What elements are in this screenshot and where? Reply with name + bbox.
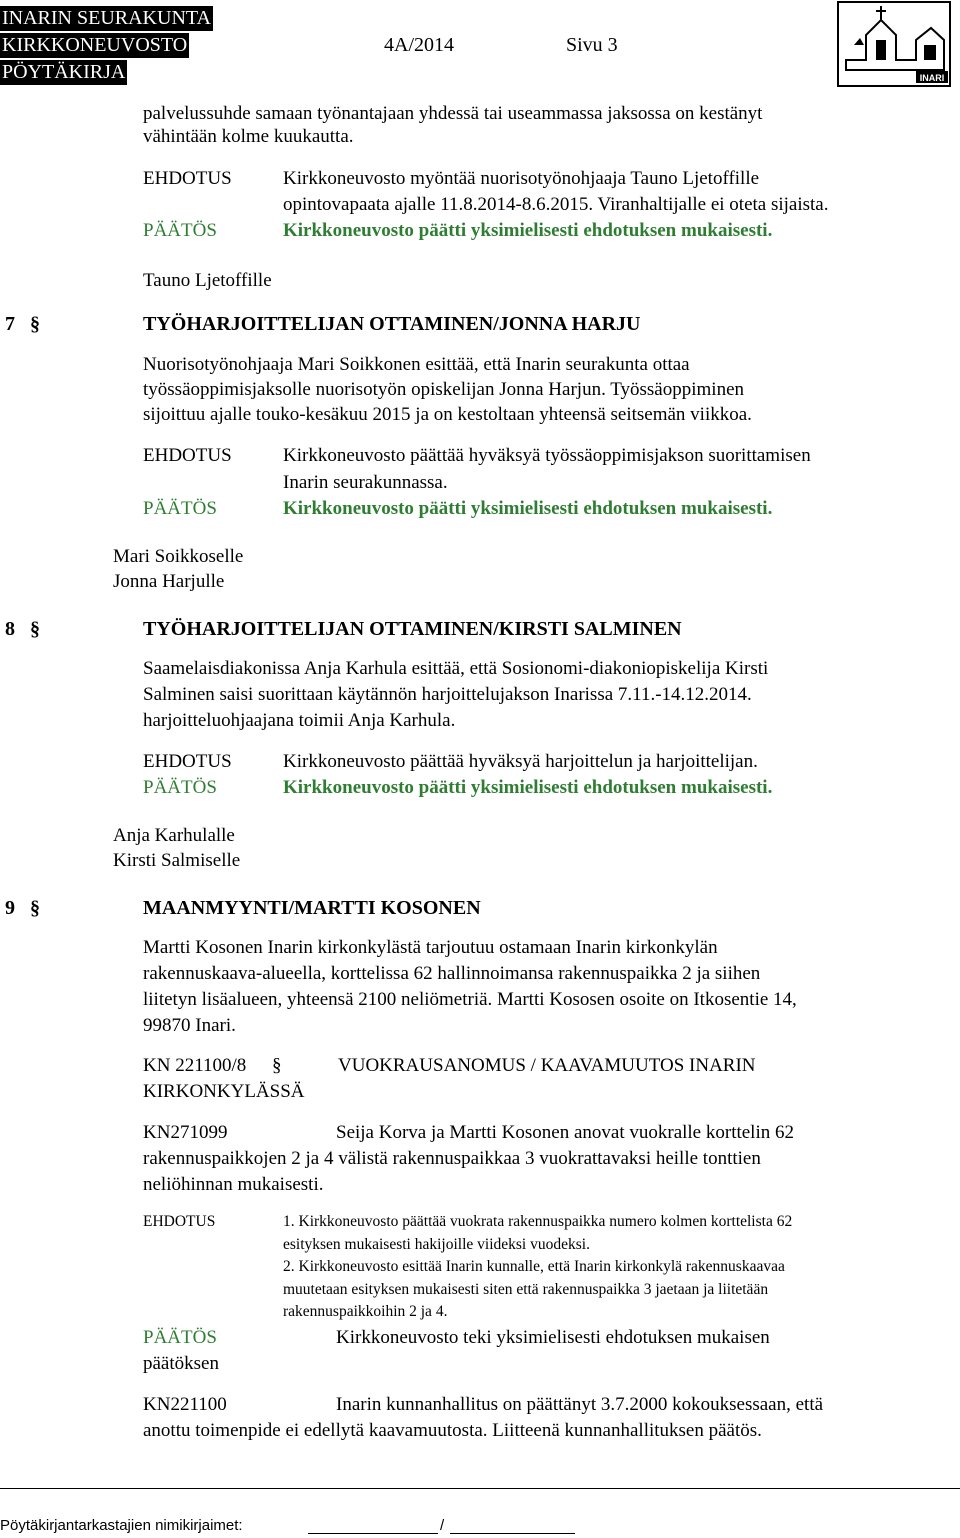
item9-kn3-text-2: anottu toimenpide ei edellytä kaavamuutosta. Liitteenä kunnanhallituksen päätös.	[143, 1420, 762, 1441]
item7-title: TYÖHARJOITTELIJAN OTTAMINEN/JONNA HARJU	[143, 313, 641, 335]
header-body: KIRKKONEUVOSTO	[2, 34, 188, 56]
header-org: INARIN SEURAKUNTA	[2, 7, 211, 29]
item9-ehdotus-5: rakennuspaikkoihin 2 ja 4.	[283, 1303, 448, 1320]
item6-recipient: Tauno Ljetoffille	[143, 270, 272, 291]
item9-kn2-text-2: rakennuspaikkojen 2 ja 4 välistä rakennuspaikkaa 3 vuokrattavaksi heille tonttien	[143, 1148, 761, 1169]
item7-body-2: työssäoppimisjaksolle nuorisotyön opiskelijan Jonna Harjun. Työssäoppiminen	[143, 379, 744, 400]
item7-paatos-label: PÄÄTÖS	[143, 498, 217, 519]
item8-body-2: Salminen saisi suorittaan käytännön harjoittelujakson Inarissa 7.11.-14.12.2014.	[143, 684, 752, 705]
item7-ehdotus-2: Inarin seurakunnassa.	[283, 472, 448, 493]
item8-ehdotus: Kirkkoneuvosto päättää hyväksyä harjoittelun ja harjoittelijan.	[283, 751, 758, 772]
section-sign: §	[30, 618, 40, 640]
item9-kn2-text-3: neliöhinnan mukaisesti.	[143, 1174, 324, 1195]
item8-recipient-2: Kirsti Salmiselle	[113, 850, 241, 871]
item9-kn2-text-1: Seija Korva ja Martti Kosonen anovat vuokralle korttelin 62	[336, 1122, 794, 1143]
item9-kn3-ref: KN221100	[143, 1394, 227, 1415]
intro-line-1: palvelussuhde samaan työnantajaan yhdessä tai useammassa jaksossa on kestänyt	[143, 103, 763, 124]
item9-kn2-ref: KN271099	[143, 1122, 228, 1143]
item7-recipient-2: Jonna Harjulle	[113, 571, 225, 592]
item9-ehdotus-label: EHDOTUS	[143, 1213, 216, 1230]
item9-body-4: 99870 Inari.	[143, 1015, 236, 1036]
item8-paatos: Kirkkoneuvosto päätti yksimielisesti ehdotuksen mukaisesti.	[283, 777, 773, 798]
item9-kn3-text-1: Inarin kunnanhallitus on päättänyt 3.7.2000 kokouksessaan, että	[336, 1394, 824, 1415]
item9-ehdotus-2: esityksen mukaisesti hakijoille viideksi vuodeksi.	[283, 1236, 590, 1253]
item6-paatos: Kirkkoneuvosto päätti yksimielisesti ehdotuksen mukaisesti.	[283, 220, 773, 241]
header-meeting: 4A/2014	[384, 34, 454, 56]
footer-slash: /	[440, 1517, 445, 1534]
item6-ehdotus-2: opintovapaata ajalle 11.8.2014-8.6.2015. Viranhaltijalle ei oteta sijaista.	[283, 194, 829, 215]
item8-number: 8	[5, 618, 15, 640]
footer-divider	[0, 1488, 960, 1489]
item9-body-2: rakennuskaava-alueella, korttelissa 62 hallinnoimansa rakennuspaikka 2 ja siihen	[143, 963, 761, 984]
footer-label: Pöytäkirjantarkastajien nimikirjaimet:	[0, 1517, 243, 1534]
item8-ehdotus-label: EHDOTUS	[143, 751, 232, 772]
church-logo	[836, 0, 956, 90]
header-page: Sivu 3	[566, 34, 618, 56]
footer-signature-line-1[interactable]	[308, 1533, 438, 1534]
church-logo-icon	[836, 0, 956, 90]
logo-text: INARI	[919, 73, 945, 83]
item9-paatos-text: Kirkkoneuvosto teki yksimielisesti ehdotuksen mukaisen	[336, 1327, 770, 1348]
item9-body-1: Martti Kosonen Inarin kirkonkylästä tarjoutuu ostamaan Inarin kirkonkylän	[143, 937, 718, 958]
item7-body-1: Nuorisotyönohjaaja Mari Soikkonen esittää, että Inarin seurakunta ottaa	[143, 354, 690, 375]
item7-ehdotus-label: EHDOTUS	[143, 445, 232, 466]
item9-ehdotus-3: 2. Kirkkoneuvosto esittää Inarin kunnalle, että Inarin kirkonkylä rakennuskaavaa	[283, 1258, 785, 1275]
header-doc-type: PÖYTÄKIRJA	[2, 61, 126, 83]
item9-kn-title-1: VUOKRAUSANOMUS / KAAVAMUUTOS INARIN	[338, 1055, 756, 1076]
item7-body-3: sijoittuu ajalle touko-kesäkuu 2015 ja on kestoltaan yhteensä seitsemän viikkoa.	[143, 404, 752, 425]
item9-paatos-label: PÄÄTÖS	[143, 1327, 217, 1348]
item7-ehdotus-1: Kirkkoneuvosto päättää hyväksyä työssäoppimisjakson suorittamisen	[283, 445, 811, 466]
item6-ehdotus-1: Kirkkoneuvosto myöntää nuorisotyönohjaaja Tauno Ljetoffille	[283, 168, 760, 189]
item9-ehdotus-1: 1. Kirkkoneuvosto päättää vuokrata rakennuspaikka numero kolmen korttelista 62	[283, 1213, 793, 1230]
item7-paatos: Kirkkoneuvosto päätti yksimielisesti ehdotuksen mukaisesti.	[283, 498, 773, 519]
item6-ehdotus-label: EHDOTUS	[143, 168, 232, 189]
item9-number: 9	[5, 897, 15, 919]
section-sign: §	[30, 313, 40, 335]
item9-paatos-text-2: päätöksen	[143, 1353, 219, 1374]
item7-recipient-1: Mari Soikkoselle	[113, 546, 244, 567]
item9-body-3: liitetyn lisäalueen, yhteensä 2100 neliömetriä. Martti Kososen osoite on Itkosentie 14,	[143, 989, 797, 1010]
item8-title: TYÖHARJOITTELIJAN OTTAMINEN/KIRSTI SALMINEN	[143, 618, 682, 640]
item8-recipient-1: Anja Karhulalle	[113, 825, 235, 846]
section-sign: §	[30, 897, 40, 919]
item9-kn-ref: KN 221100/8	[143, 1055, 247, 1076]
item9-title: MAANMYYNTI/MARTTI KOSONEN	[143, 897, 481, 919]
section-sign: §	[272, 1055, 282, 1076]
item9-ehdotus-4: muutetaan esityksen mukaisesti siten että rakennuspaikka 3 jaetaan ja liitetään	[283, 1281, 769, 1298]
item8-body-3: harjoitteluohjaajana toimii Anja Karhula.	[143, 710, 456, 731]
footer-signature-line-2[interactable]	[450, 1533, 575, 1534]
item8-body-1: Saamelaisdiakonissa Anja Karhula esittää, että Sosionomi-diakoniopiskelija Kirsti	[143, 658, 769, 679]
item7-number: 7	[5, 313, 15, 335]
item9-kn-title-2: KIRKONKYLÄSSÄ	[143, 1081, 305, 1102]
item8-paatos-label: PÄÄTÖS	[143, 777, 217, 798]
item6-paatos-label: PÄÄTÖS	[143, 220, 217, 241]
intro-line-2: vähintään kolme kuukautta.	[143, 126, 354, 147]
